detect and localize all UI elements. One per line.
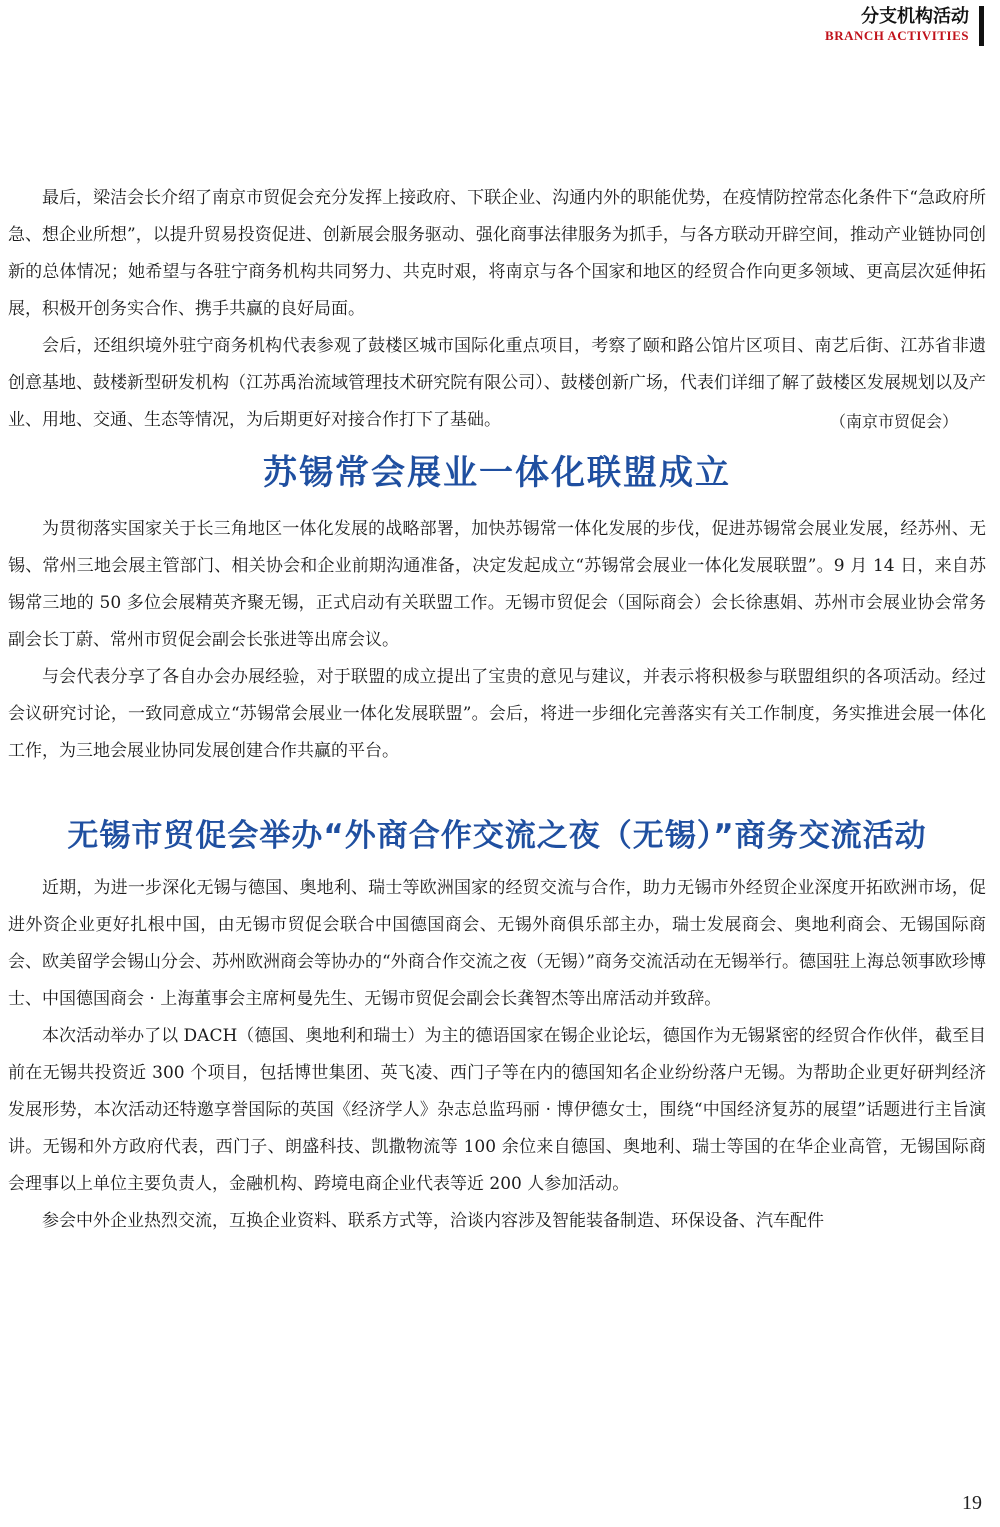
header-bar: [979, 6, 984, 46]
article-wuxi: [8, 812, 986, 1240]
paragraph: 为贯彻落实国家关于长三角地区一体化发展的战略部署，加快苏锡常一体化发展的步伐，促进苏锡常会展业发展，经苏州、无锡、常州三地会展主管部门、相关协会和企业前期沟通准备，决定发起成立“苏锡常会展业一体化发展联盟”。9 月 14 日，来自苏锡常三地的 50 多位会展精英齐聚无锡，正式启动有关联盟工作。无锡市贸促会（国际商会）会长徐惠娟、苏州市会展业协会常务副会长丁蔚、常州市贸促会副会长张进等出席会议。: [8, 519, 986, 650]
header-text: [825, 6, 979, 46]
paragraph: 会后，还组织境外驻宁商务机构代表参观了鼓楼区城市国际化重点项目，考察了颐和路公馆片区项目、南艺后街、江苏省非遗创意基地、鼓楼新型研发机构（江苏禹治流域管理技术研究院有限公司）、鼓楼创新广场，代表们详细了解了鼓楼区发展规划以及产业、用地、交通、生态等情况，为后期更好对接合作打下了基础。: [8, 336, 986, 430]
paragraph: 近期，为进一步深化无锡与德国、奥地利、瑞士等欧洲国家的经贸交流与合作，助力无锡市外经贸企业深度开拓欧洲市场，促进外资企业更好扎根中国，由无锡市贸促会联合中国德国商会、无锡外商俱乐部主办，瑞士发展商会、奥地利商会、无锡国际商会、欧美留学会锡山分会、苏州欧洲商会等协办的“外商合作交流之夜（无锡）”商务交流活动在无锡举行。德国驻上海总领事欧珍博士、中国德国商会 · 上海董事会主席柯曼先生、无锡市贸促会副会长龚智杰等出席活动并致辞。: [8, 878, 986, 1009]
page-content: [8, 180, 986, 1240]
article-suxichang: [8, 449, 986, 770]
article-nanjing: [8, 180, 986, 435]
paragraph: 参会中外企业热烈交流，互换企业资料、联系方式等，洽谈内容涉及智能装备制造、环保设备、汽车配件: [42, 1211, 824, 1231]
paragraph: 最后，梁洁会长介绍了南京市贸促会充分发挥上接政府、下联企业、沟通内外的职能优势，在疫情防控常态化条件下“急政府所急、想企业所想”，以提升贸易投资促进、创新展会服务驱动、强化商事法律服务为抓手，与各方联动开辟空间，推动产业链协同创新的总体情况；她希望与各驻宁商务机构共同努力、共克时艰，将南京与各个国家和地区的经贸合作向更多领域、更高层次延伸拓展，积极开创务实合作、携手共赢的良好局面。: [8, 188, 986, 319]
page-header: [825, 6, 984, 46]
article-title: 无锡市贸促会举办“外商合作交流之夜（无锡）”商务交流活动: [67, 818, 927, 854]
section-title-en: BRANCH ACTIVITIES: [825, 28, 969, 43]
article-source: （南京市贸促会）: [829, 412, 958, 431]
page-number: 19: [962, 1492, 982, 1514]
section-title-cn: 分支机构活动: [861, 6, 969, 27]
article-title: 苏锡常会展业一体化联盟成立: [263, 453, 731, 493]
paragraph: 本次活动举办了以 DACH（德国、奥地利和瑞士）为主的德语国家在锡企业论坛，德国作为无锡紧密的经贸合作伙伴，截至目前在无锡共投资近 300 个项目，包括博世集团、英飞凌、西门子等在内的德国知名企业纷纷落户无锡。为帮助企业更好研判经济发展形势，本次活动还特邀享誉国际的英国《经济学人》杂志总监玛丽 · 博伊德女士，围绕“中国经济复苏的展望”话题进行主旨演讲。无锡和外方政府代表，西门子、朗盛科技、凯撒物流等 100 余位来自德国、奥地利、瑞士等国的在华企业高管，无锡国际商会理事以上单位主要负责人，金融机构、跨境电商企业代表等近 200 人参加活动。: [8, 1026, 986, 1194]
paragraph: 与会代表分享了各自办会办展经验，对于联盟的成立提出了宝贵的意见与建议，并表示将积极参与联盟组织的各项活动。经过会议研究讨论，一致同意成立“苏锡常会展业一体化发展联盟”。会后，将进一步细化完善落实有关工作制度，务实推进会展一体化工作，为三地会展业协同发展创建合作共赢的平台。: [8, 667, 986, 761]
